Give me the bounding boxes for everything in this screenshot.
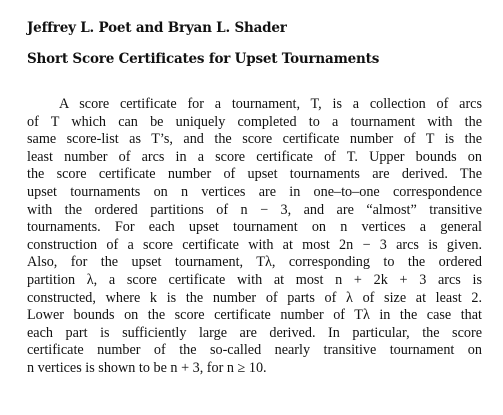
abstract-line: the score certificate number of upset tournaments are derived. The (27, 166, 482, 183)
abstract-line: same score-list as T’s, and the score certificate number of T is the (27, 131, 482, 148)
abstract-line: partition λ, a score certificate with at most n + 2k + 3 arcs is (27, 271, 482, 288)
abstract-line: tournaments. For each upset tournament on n vertices a general (27, 219, 482, 236)
author-line: Jeffrey L. Poet and Bryan L. Shader (27, 20, 287, 36)
abstract-line: n vertices is shown to be n + 3, for n ≥ 10. (27, 359, 267, 376)
abstract-line: construction of a score certificate with at most 2n − 3 arcs is given. (27, 236, 482, 253)
abstract-line: least number of arcs in a score certificate of T. Upper bounds on (27, 148, 482, 165)
abstract-line: of T which can be uniquely completed to a tournament with the (27, 113, 482, 130)
abstract-line: each part is sufficiently large are derived. In particular, the score (27, 324, 482, 341)
abstract (27, 96, 482, 378)
abstract-line: A score certificate for a tournament, T, is a collection of arcs (59, 96, 482, 112)
abstract-line: constructed, where k is the number of parts of λ of size at least 2. (27, 289, 482, 306)
abstract-line: with the ordered partitions of n − 3, and are “almost” transitive (27, 201, 482, 218)
abstract-line: certificate number of the so-called nearly transitive tournament on (27, 342, 482, 359)
abstract-line: Lower bounds on the score certificate number of Tλ in the case that (27, 307, 482, 324)
paper-title: Short Score Certificates for Upset Tournaments (27, 51, 380, 67)
abstract-line: upset tournaments on n vertices are in one–to–one correspondence (27, 183, 482, 200)
abstract-line: Also, for the upset tournament, Tλ, corresponding to the ordered (27, 254, 482, 271)
